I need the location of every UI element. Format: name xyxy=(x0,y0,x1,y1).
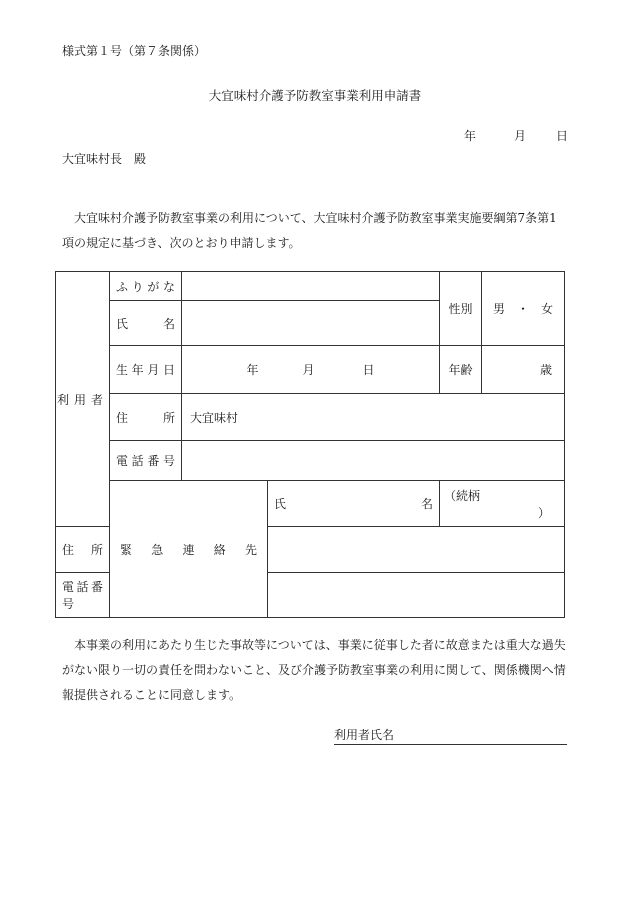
date-year-label: 年 xyxy=(463,129,476,143)
birth-day-label: 日 xyxy=(362,363,375,377)
gender-options[interactable]: 男 ・ 女 xyxy=(482,272,565,346)
relation-close: ） xyxy=(537,505,550,520)
user-name-label: 氏名 xyxy=(110,301,182,346)
user-group-label-cell xyxy=(56,272,110,527)
signature-label: 利用者氏名 xyxy=(334,728,395,742)
user-address-label: 住所 xyxy=(110,394,182,441)
user-name-field[interactable] xyxy=(182,301,440,346)
age-unit: 歳 xyxy=(539,363,552,377)
birthdate-label: 生年月日 xyxy=(110,346,182,394)
emergency-phone-field[interactable] xyxy=(268,573,565,618)
signature-line[interactable] xyxy=(334,726,567,745)
relation-label: （続柄 xyxy=(443,488,480,503)
gender-label: 性別 xyxy=(440,272,482,346)
date-line xyxy=(464,127,568,144)
user-phone-label: 電話番号 xyxy=(110,441,182,481)
age-field[interactable] xyxy=(482,346,565,394)
furigana-label: ふりがな xyxy=(110,272,182,301)
date-month-label: 月 xyxy=(513,129,526,143)
user-group-label: 利用者 xyxy=(56,392,108,407)
emergency-phone-label: 電話番号 xyxy=(56,573,110,618)
date-day-label: 日 xyxy=(555,129,568,143)
user-phone-field[interactable] xyxy=(182,441,565,481)
age-label: 年齢 xyxy=(440,346,482,394)
form-number: 様式第１号（第７条関係） xyxy=(62,44,207,58)
emergency-address-field[interactable] xyxy=(268,527,565,573)
document-title: 大宜味村介護予防教室事業利用申請書 xyxy=(208,88,422,103)
emergency-address-label: 住所 xyxy=(56,527,110,573)
addressee: 大宜味村長 殿 xyxy=(62,152,147,166)
emergency-name-field[interactable] xyxy=(440,481,565,527)
furigana-field[interactable] xyxy=(182,272,440,301)
birth-month-label: 月 xyxy=(302,363,315,377)
application-form-table xyxy=(55,271,565,618)
emergency-group-label: 緊急連絡先 xyxy=(110,481,268,618)
birthdate-field[interactable] xyxy=(182,346,440,394)
consent-paragraph: 本事業の利用にあたり生じた事故等については、事業に従事した者に故意または重大な過失がない限り一切の責任を問わないこと、及び介護予防教室事業の利用に関して、関係機関へ情報提供されることに同意します。 xyxy=(62,638,566,702)
emergency-name-label: 氏名 xyxy=(268,481,440,527)
user-address-field[interactable] xyxy=(182,394,565,441)
intro-paragraph: 大宜味村介護予防教室事業の利用について、大宜味村介護予防教室事業実施要綱第7条第1項の規定に基づき、次のとおり申請します。 xyxy=(62,211,557,250)
birth-year-label: 年 xyxy=(246,363,259,377)
user-address-value: 大宜味村 xyxy=(190,410,239,425)
